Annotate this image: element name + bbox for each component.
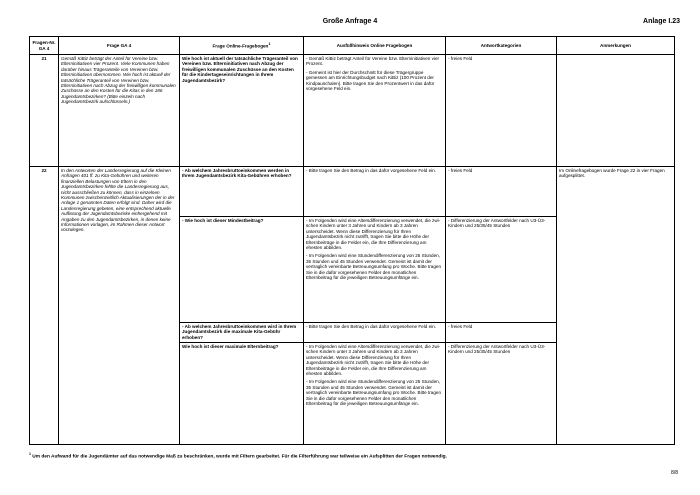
answer-category: - Differenzierung der Antwortfelder nach U3-Ü3-Kindern und 25/35/45 Stunden xyxy=(446,217,557,323)
remark xyxy=(557,55,675,167)
question-online: Wie hoch ist dieser maximale Elternbeitrag? xyxy=(180,343,304,445)
answer-category: - freies Feld xyxy=(446,167,557,217)
col-header-hint: Ausfüllhinweis Online Fragebogen xyxy=(304,37,446,55)
fill-hint: - Bitte tragen Sie den Betrag in das dafür vorgesehene Feld ein. xyxy=(304,167,446,217)
col-header-ga4: Frage GA 4 xyxy=(59,37,180,55)
col-header-answers: Antwortkategorien xyxy=(446,37,557,55)
footnote-ref: 1 xyxy=(268,42,271,47)
fill-hint-text: - Gemäß KiBiz beträgt Anteil für Vereine bzw. Elterninitiativen vier Prozent. xyxy=(306,56,440,67)
answer-category: - freies Feld xyxy=(446,323,557,343)
table-row-22a xyxy=(30,167,675,217)
fill-hint-text: - Im Folgenden wird eine Stundendifferenzierung von 25 Stunden, 35 Stunden und 45 Stunden verwendet. Gemeint ist damit der vertraglich vereinbarte Betreuungsumfang pro Woche. Bitte tragen Sie in die dafür vorgesehenen Felder den monatlichen Elternbeitrag für die jeweiligen Betreuungsumfänge ein. xyxy=(306,253,441,281)
fill-hint-text: - Im Folgenden wird eine Altersdifferenzierung verwendet, die zwi-schen Kindern unter 3 Jahren und Kindern ab 3 Jahren unterscheidet. Wenn diese Differenzierung für Ihren Jugendamtsbezirk nicht zutrifft, tragen Sie bitte die Höhe der Elternbeiträge in die Felder ein, die Ihre Differenzierung am ehesten abbilden. xyxy=(306,344,441,377)
col-header-online-label: Frage Online-Fragebogen xyxy=(212,43,269,49)
answer-category: - freies Feld xyxy=(446,55,557,167)
fill-hint xyxy=(304,55,446,167)
fill-hint-text: - Gemeint ist hier der Durchschnitt für diese Trägergruppe gemessen am Einrichtungsbudget nach KiBiz (100 Prozent der Kindpauschalen). Bitte tragen Sie den Prozentwert in das dafür vorgesehene Feld ein. xyxy=(306,69,435,92)
fill-hint-text: - Im Folgenden wird eine Stundendifferenzierung von 25 Stunden, 35 Stunden und 45 Stunden verwendet. Gemeint ist damit der vertraglich vereinbarte Betreuungsumfang pro Woche. Bitte tragen Sie in die dafür vorgesehenen Felder den monatlichen Elternbeitrag für die jeweiligen Betreuungsumfänge ein. xyxy=(306,379,441,407)
table-header-row xyxy=(30,37,675,55)
question-ga4: Gemäß KiBiz beträgt der Anteil für Vereine bzw. Elterninitiativen vier Prozent. Viele Kommunen haben darüber hinaus Trägeranteile von Vereinen bzw. Elterninitiativen übernommen. Wie hoch ist aktuell der tatsächliche Trägeranteil von Vereinen bzw. Elterninitiativen nach Abzug der freiwilligen kommunalen Zuschüsse an den Kosten für die Kitas in den 186 Jugendamtsbezirken? (Bitte einzeln nach Jugendamtsbezirk aufschlüsseln.) xyxy=(59,55,180,167)
question-number: 21 xyxy=(30,55,59,167)
footnote-text: Um den Aufwand für die Jugendämter auf das notwendige Maß zu beschränken, wurde mit Filtern gearbeitet. Für die Filterführung war teilweise ein Aufsplitten der Fragen notwendig. xyxy=(32,454,447,460)
question-online: - Ab welchem Jahresbruttoeinkommen werden in Ihrem Jugendamtsbezirk Kita-Gebühren erhoben? xyxy=(180,167,304,217)
fill-hint xyxy=(304,343,446,445)
col-header-notes: Anmerkungen xyxy=(557,37,675,55)
answer-category: - Differenzierung der Antwortfelder nach U3-Ü3-Kindern und 25/35/45 Stunden xyxy=(446,343,557,445)
question-online: - Wie hoch ist dieser Mindestbeitrag? xyxy=(180,217,304,323)
page-number: 8/8 xyxy=(671,470,678,476)
question-online: - Ab welchem Jahresbruttoeinkommen wird in Ihrem Jugendamtsbezirk die maximale Kita-Gebühr erhoben? xyxy=(180,323,304,343)
question-ga4: In den Antworten der Landesregierung auf die Kleinen Anfragen 401 ff. zu Kita-Gebühren und weiteren finanziellen Belastungen von Eltern in den Jugendamtsbezirken fehlte die Landesregierung aus, nicht ausschließen zu können, dass in einzelnen Kommunen zwischenzeitlich Aktualisierungen der in der Anlage 1 genannten Daten erfolgt sind. Daher wird die Landesregierung gebeten, eine entsprechend aktuelle Auflistung der Jugendamtsbezirke einhergehend mit Angaben zu den Jugendamtsbezirken, in denen keine Informationen vorlagen, im Rahmen dieser Antwort vorzulegen. xyxy=(59,167,180,445)
remark: Im Onlinefragebogen wurde Frage 22 in vier Fragen aufgesplittet. xyxy=(557,167,675,445)
fill-hint xyxy=(304,217,446,323)
questions-table xyxy=(29,36,675,445)
fill-hint-text: - Im Folgenden wird eine Altersdifferenzierung verwendet, die zwi-schen Kindern unter 3 Jahren und Kindern ab 3 Jahren unterscheidet. Wenn diese Differenzierung für Ihren Jugendamtsbezirk nicht zutrifft, tragen Sie bitte die Höhe der Elternbeiträge in die Felder ein, die Ihre Differenzierung am ehesten abbilden. xyxy=(306,218,441,251)
question-number: 22 xyxy=(30,167,59,445)
question-online: Wie hoch ist aktuell der tatsächliche Trägeranteil von Vereinen bzw. Elterninitiativen nach Abzug der freiwilligen kommunalen Zuschüsse an den Kosten für die Kindertageseinrichtungen in Ihrem Jugendamtsbezirk? xyxy=(180,55,304,167)
page-title: Große Anfrage 4 xyxy=(322,18,378,25)
col-header-nr: Fragen-Nr. GA 4 xyxy=(30,37,59,55)
footnote-mark: 1 xyxy=(29,452,31,456)
table-row-21 xyxy=(30,55,675,167)
col-header-online xyxy=(180,37,304,55)
attachment-label: Anlage I.23 xyxy=(643,18,680,25)
footnote xyxy=(29,452,447,460)
fill-hint: - Bitte tragen Sie den Betrag in das dafür vorgesehene Feld ein. xyxy=(304,323,446,343)
